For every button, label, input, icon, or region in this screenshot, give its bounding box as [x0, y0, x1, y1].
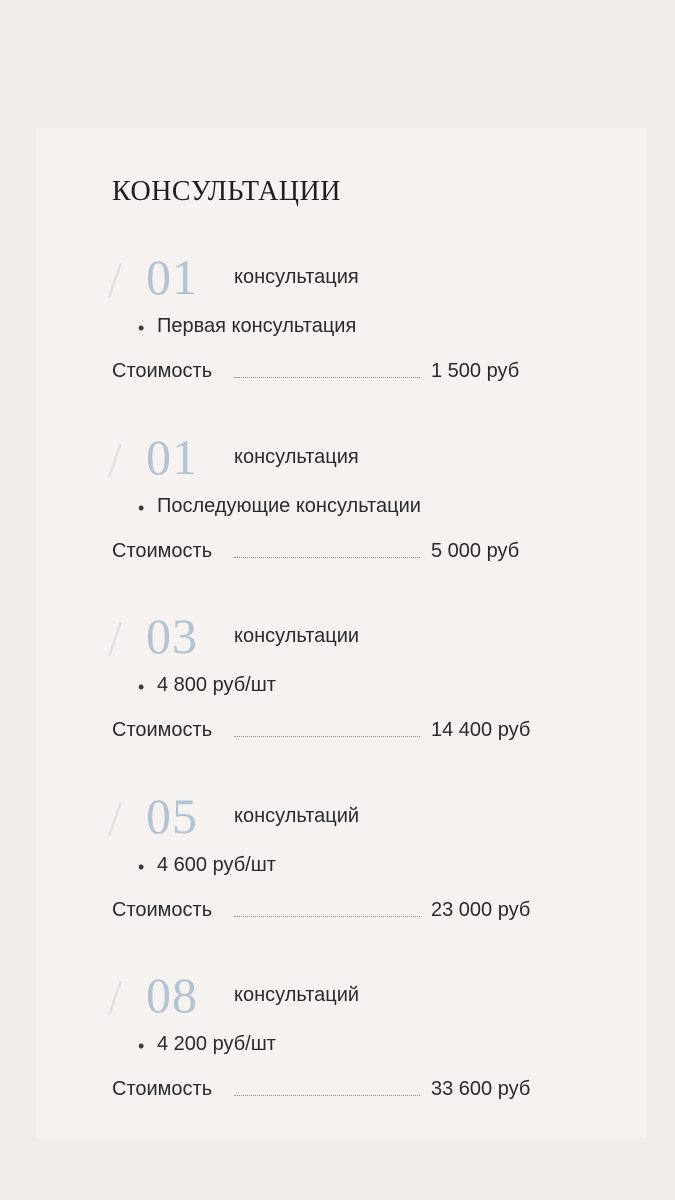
bullet-icon: • [138, 677, 145, 697]
package-number: 08 [146, 967, 198, 1023]
package-number: 01 [146, 429, 198, 485]
package-unit: консультация [234, 446, 359, 468]
price-label: Стоимость [112, 719, 213, 741]
package-item [0, 968, 675, 1108]
package-description: 4 200 руб/шт [157, 1033, 276, 1055]
slash-decoration: / [108, 251, 122, 307]
bullet-icon: • [138, 498, 145, 518]
price-label: Стоимость [112, 360, 213, 382]
package-number: 03 [146, 608, 198, 664]
bullet-icon: • [138, 857, 145, 877]
price-label: Стоимость [112, 1078, 213, 1100]
package-number: 05 [146, 788, 198, 844]
package-price: 14 400 руб [431, 719, 531, 741]
dotted-leader [234, 916, 420, 917]
package-item [0, 609, 675, 749]
package-description: 4 800 руб/шт [157, 674, 276, 696]
slash-decoration: / [108, 969, 122, 1025]
package-unit: консультации [234, 625, 360, 647]
dotted-leader [234, 1095, 420, 1096]
slash-decoration: / [108, 431, 122, 487]
package-item [0, 250, 675, 390]
package-unit: консультаций [234, 805, 360, 827]
dotted-leader [234, 377, 420, 378]
package-description: 4 600 руб/шт [157, 854, 276, 876]
bullet-icon: • [138, 1036, 145, 1056]
package-number: 01 [146, 249, 198, 305]
package-unit: консультаций [234, 984, 360, 1006]
package-item [0, 789, 675, 929]
package-item [0, 430, 675, 570]
bullet-icon: • [138, 318, 145, 338]
package-price: 5 000 руб [431, 540, 520, 562]
package-description: Первая консультация [157, 315, 357, 337]
package-description: Последующие консультации [157, 495, 421, 517]
slash-decoration: / [108, 790, 122, 846]
package-price: 23 000 руб [431, 899, 531, 921]
page-title: КОНСУЛЬТАЦИИ [112, 176, 341, 207]
package-price: 1 500 руб [431, 360, 520, 382]
package-price: 33 600 руб [431, 1078, 531, 1100]
dotted-leader [234, 557, 420, 558]
package-unit: консультация [234, 266, 359, 288]
price-label: Стоимость [112, 899, 213, 921]
price-label: Стоимость [112, 540, 213, 562]
slash-decoration: / [108, 610, 122, 666]
dotted-leader [234, 736, 420, 737]
